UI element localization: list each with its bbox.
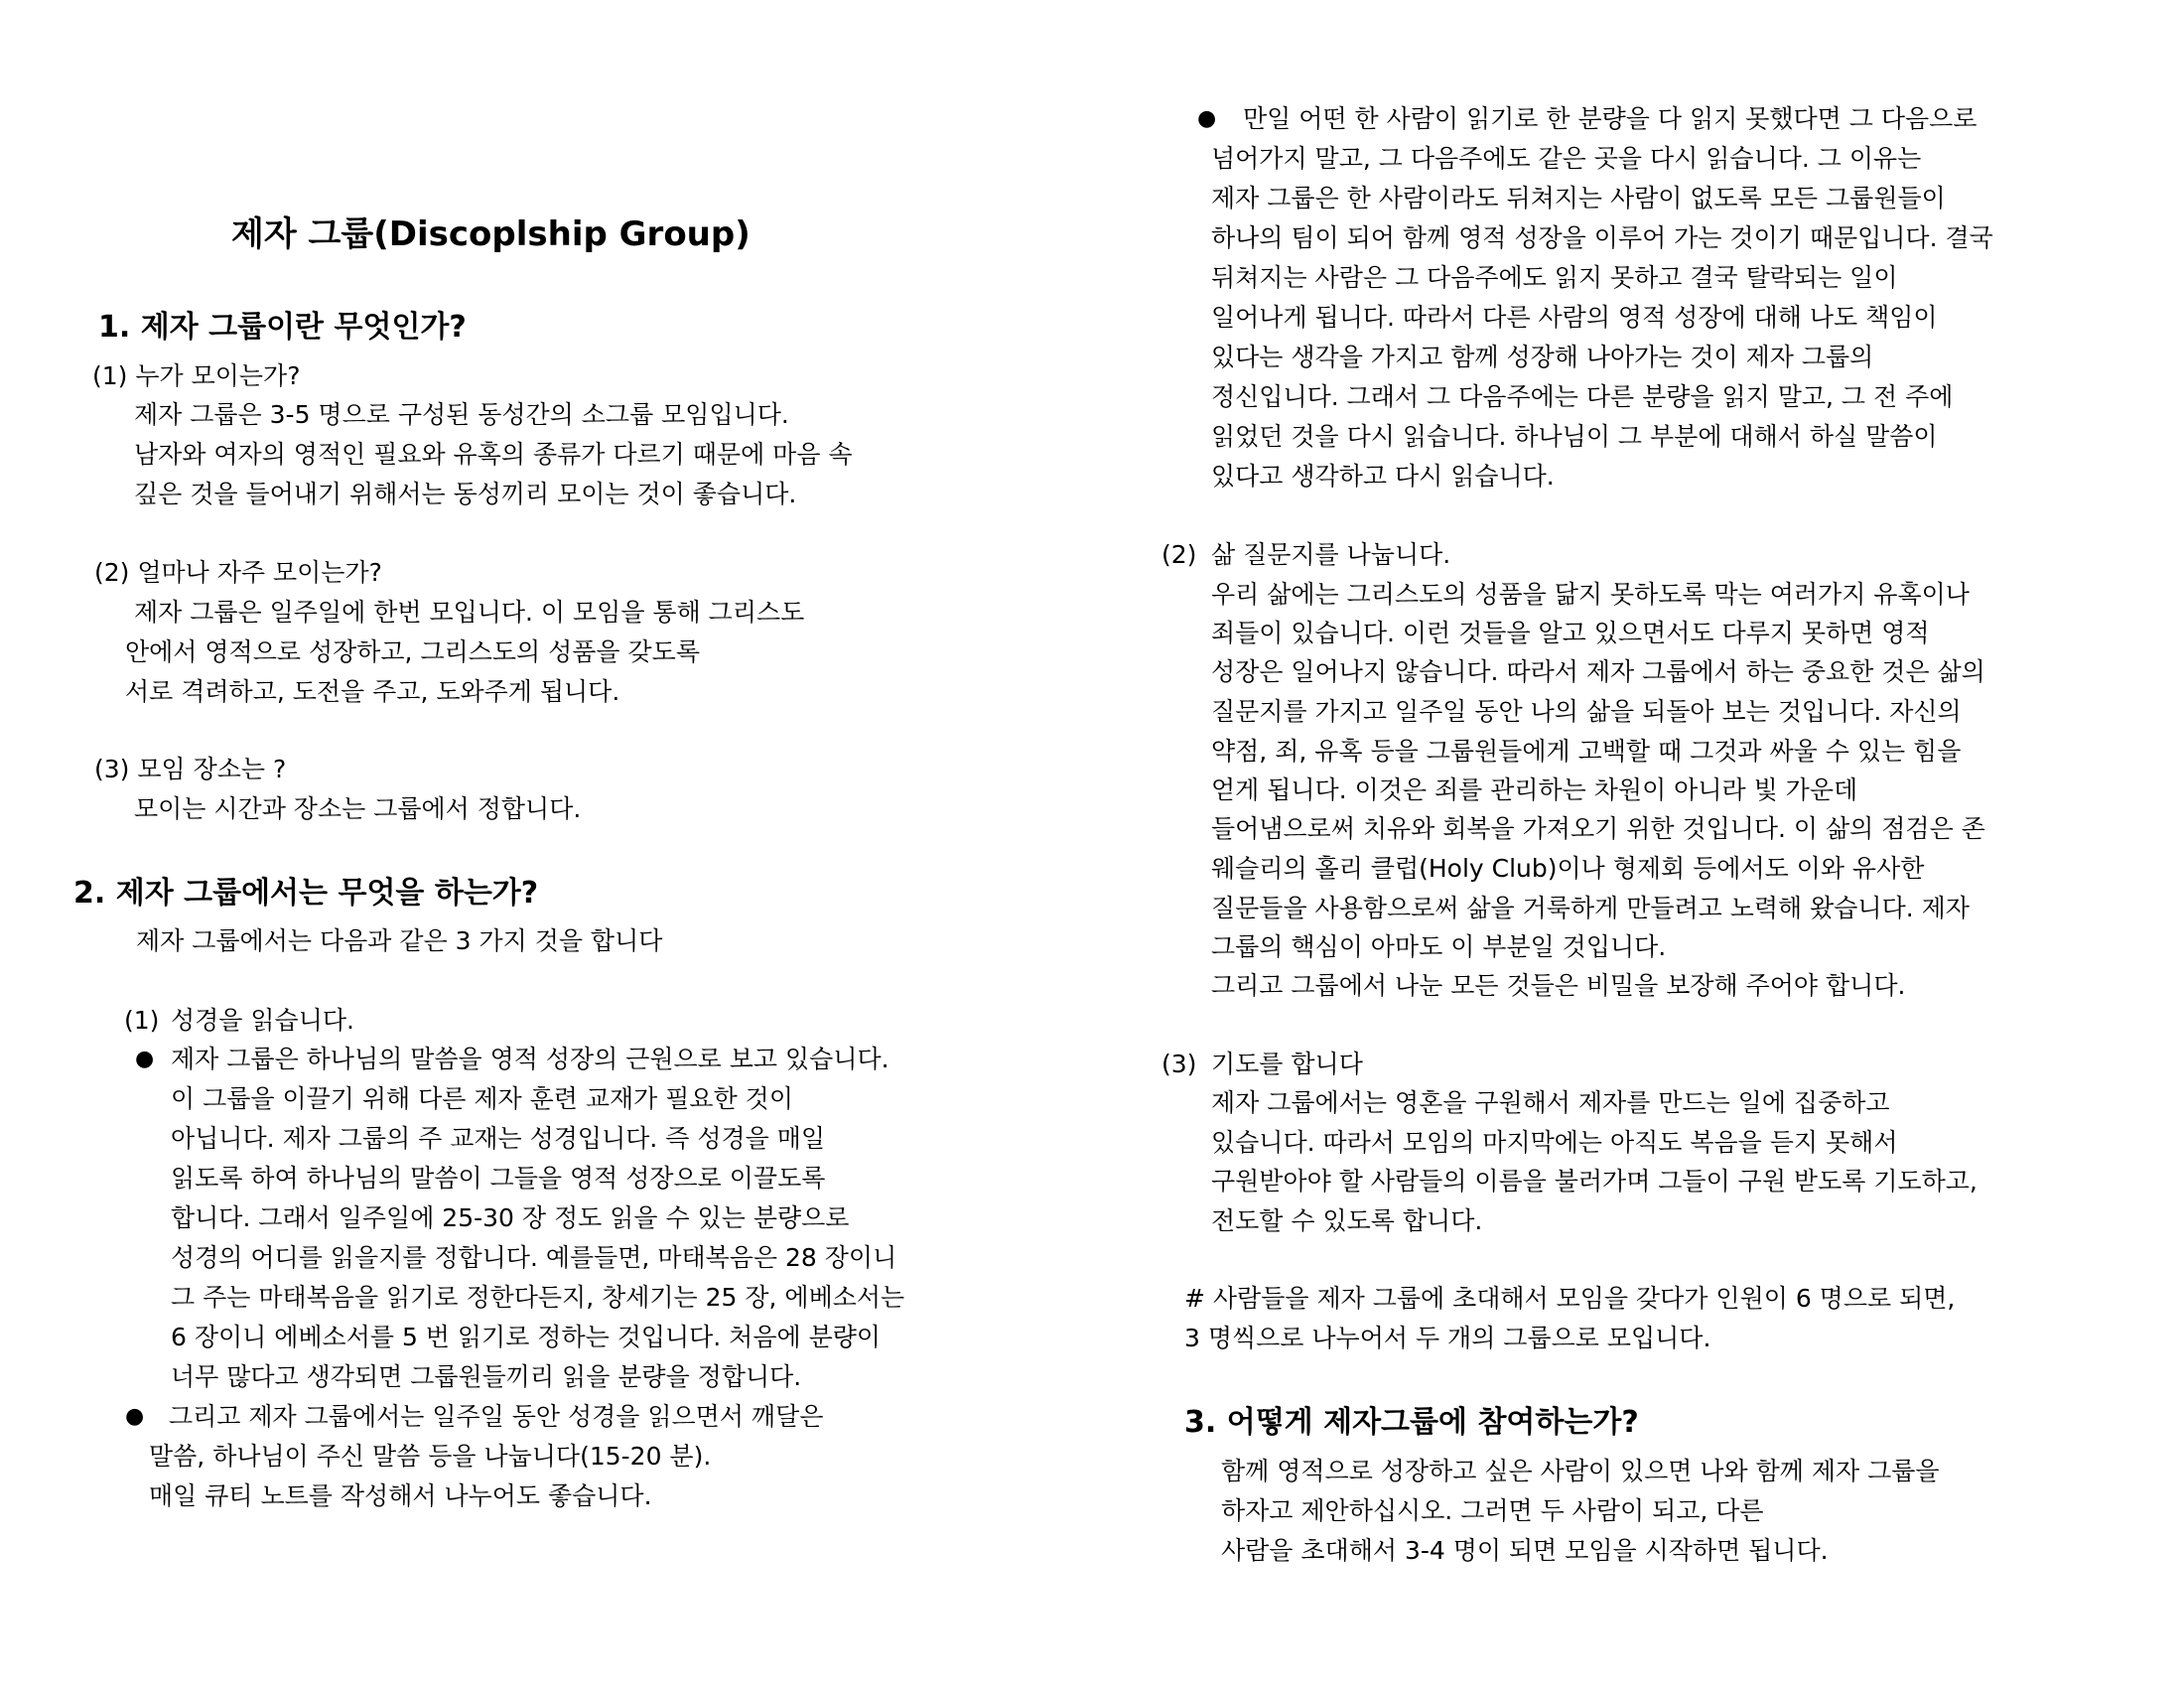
bullet-3-line: 제자 그룹은 한 사람이라도 뒤쳐지는 사람이 없도록 모든 그룹원들이 (1211, 184, 1946, 212)
question-1-label: (1) 누가 모이는가? (92, 361, 301, 390)
note-line: 3 명씩으로 나누어서 두 개의 그룹으로 모입니다. (1184, 1324, 1711, 1352)
item-2-line: 약점, 죄, 유혹 등을 그룹원들에게 고백할 때 그것과 싸울 수 있는 힘을 (1211, 737, 1962, 766)
section-2-intro: 제자 그룹에서는 다음과 같은 3 가지 것을 합니다 (136, 926, 663, 955)
item-2-line: 그룹의 핵심이 아마도 이 부분일 것입니다. (1211, 932, 1667, 961)
question-2-line: 서로 격려하고, 도전을 주고, 도와주게 됩니다. (125, 677, 620, 706)
section-1-heading: 1. 제자 그룹이란 무엇인가? (98, 310, 467, 345)
note-line: # 사람들을 제자 그룹에 초대해서 모임을 갖다가 인원이 6 명으로 되면, (1184, 1284, 1956, 1313)
bullet-3-line: 뒤쳐지는 사람은 그 다음주에도 읽지 못하고 결국 탈락되는 일이 (1211, 263, 1898, 292)
item-3-line: 제자 그룹에서는 영혼을 구원해서 제자를 만드는 일에 집중하고 (1211, 1088, 1890, 1117)
question-1-line: 남자와 여자의 영적인 필요와 유혹의 종류가 다르기 때문에 마음 속 (134, 440, 853, 469)
item-2-line: 질문들을 사용함으로써 삶을 거룩하게 만들려고 노력해 왔습니다. 제자 (1211, 894, 1970, 922)
item-1-number: (1) (124, 1006, 160, 1035)
item-2-line: 질문지를 가지고 일주일 동안 나의 삶을 되돌아 보는 것입니다. 자신의 (1211, 697, 1962, 726)
bullet-1-line: 너무 많다고 생각되면 그룹원들끼리 읽을 분량을 정합니다. (171, 1362, 802, 1391)
bullet-1-line: 제자 그룹은 하나님의 말씀을 영적 성장의 근원으로 보고 있습니다. (171, 1045, 889, 1073)
item-3-label: 기도를 합니다 (1211, 1050, 1363, 1078)
item-2-line: 웨슬리의 홀리 클럽(Holy Club)이나 형제회 등에서도 이와 유사한 (1211, 854, 1925, 883)
bullet-1-line: 이 그룹을 이끌기 위해 다른 제자 훈련 교재가 필요한 것이 (171, 1084, 793, 1113)
question-3-label: (3) 모임 장소는 ? (94, 755, 287, 783)
bullet-1-line: 6 장이니 에베소서를 5 번 읽기로 정하는 것입니다. 처음에 분량이 (171, 1323, 882, 1351)
bullet-1-line: 성경의 어디를 읽을지를 정합니다. 예를들면, 마태복음은 28 장이니 (171, 1243, 897, 1272)
item-2-line: 성장은 일어나지 않습니다. 따라서 제자 그룹에서 하는 중요한 것은 삶의 (1211, 657, 1985, 686)
bullet-1-line: 아닙니다. 제자 그룹의 주 교재는 성경입니다. 즉 성경을 매일 (171, 1124, 826, 1153)
bullet-3-line: 있다고 생각하고 다시 읽습니다. (1211, 462, 1555, 491)
bullet-2-line: 말씀, 하나님이 주신 말씀 등을 나눕니다(15-20 분). (149, 1442, 712, 1471)
bullet-1-line: 읽도록 하여 하나님의 말씀이 그들을 영적 성장으로 이끌도록 (171, 1164, 826, 1193)
bullet-icon: ● (125, 1404, 145, 1429)
bullet-2-line: 매일 큐티 노트를 작성해서 나누어도 좋습니다. (149, 1481, 652, 1510)
bullet-3-line: 있다는 생각을 가지고 함께 성장해 나아가는 것이 제자 그룹의 (1211, 343, 1874, 371)
bullet-3-line: 넘어가지 말고, 그 다음주에도 같은 곳을 다시 읽습니다. 그 이유는 (1211, 144, 1922, 173)
section-3-line: 사람을 초대해서 3-4 명이 되면 모임을 시작하면 됩니다. (1221, 1536, 1829, 1565)
item-2-line: 들어냄으로써 치유와 회복을 가져오기 위한 것입니다. 이 삶의 점검은 존 (1211, 814, 1985, 843)
item-2-line: 죄들이 있습니다. 이런 것들을 알고 있으면서도 다루지 못하면 영적 (1211, 619, 1930, 647)
question-1-line: 제자 그룹은 3-5 명으로 구성된 동성간의 소그룹 모임입니다. (134, 400, 789, 429)
item-3-number: (3) (1161, 1050, 1197, 1078)
item-3-line: 구원받아야 할 사람들의 이름을 불러가며 그들이 구원 받도록 기도하고, (1211, 1167, 1978, 1196)
item-1-label: 성경을 읽습니다. (171, 1006, 354, 1035)
item-2-label: 삶 질문지를 나눕니다. (1211, 540, 1451, 569)
question-2-line: 안에서 영적으로 성장하고, 그리스도의 성품을 갖도록 (125, 637, 700, 666)
bullet-3-line: 읽었던 것을 다시 읽습니다. 하나님이 그 부분에 대해서 하실 말씀이 (1211, 422, 1938, 451)
question-2-line: 제자 그룹은 일주일에 한번 모입니다. 이 모임을 통해 그리스도 (134, 598, 805, 627)
section-2-heading: 2. 제자 그룹에서는 무엇을 하는가? (73, 876, 539, 911)
section-3-line: 함께 영적으로 성장하고 싶은 사람이 있으면 나와 함께 제자 그룹을 (1221, 1457, 1940, 1485)
item-3-line: 있습니다. 따라서 모임의 마지막에는 아직도 복음을 듣지 못해서 (1211, 1128, 1898, 1157)
item-2-number: (2) (1161, 540, 1197, 569)
question-3-line: 모이는 시간과 장소는 그룹에서 정합니다. (134, 794, 582, 823)
bullet-2-line: 그리고 제자 그룹에서는 일주일 동안 성경을 읽으면서 깨달은 (169, 1402, 824, 1431)
bullet-icon: ● (135, 1047, 155, 1071)
bullet-icon: ● (1197, 106, 1217, 131)
bullet-1-line: 그 주는 마태복음을 읽기로 정한다든지, 창세기는 25 장, 에베소서는 (171, 1283, 905, 1312)
item-3-line: 전도할 수 있도록 합니다. (1211, 1206, 1483, 1235)
bullet-1-line: 합니다. 그래서 일주일에 25-30 장 정도 읽을 수 있는 분량으로 (171, 1203, 850, 1232)
bullet-3-line: 일어나게 됩니다. 따라서 다른 사람의 영적 성장에 대해 나도 책임이 (1211, 303, 1938, 332)
bullet-3-line: 만일 어떤 한 사람이 읽기로 한 분량을 다 읽지 못했다면 그 다음으로 (1243, 104, 1978, 133)
question-1-line: 깊은 것을 들어내기 위해서는 동성끼리 모이는 것이 좋습니다. (134, 480, 797, 508)
bullet-3-line: 정신입니다. 그래서 그 다음주에는 다른 분량을 읽지 말고, 그 전 주에 (1211, 382, 1954, 411)
section-3-line: 하자고 제안하십시오. 그러면 두 사람이 되고, 다른 (1221, 1496, 1764, 1525)
section-3-heading: 3. 어떻게 제자그룹에 참여하는가? (1184, 1405, 1639, 1440)
bullet-3-line: 하나의 팀이 되어 함께 영적 성장을 이루어 가는 것이기 때문입니다. 결국 (1211, 223, 1993, 252)
item-2-line: 얻게 됩니다. 이것은 죄를 관리하는 차원이 아니라 빛 가운데 (1211, 775, 1858, 804)
item-2-line: 우리 삶에는 그리스도의 성품을 닮지 못하도록 막는 여러가지 유혹이나 (1211, 580, 1970, 609)
question-2-label: (2) 얼마나 자주 모이는가? (94, 558, 382, 587)
document-title: 제자 그룹(Discoplship Group) (231, 214, 751, 254)
item-2-line: 그리고 그룹에서 나눈 모든 것들은 비밀을 보장해 주어야 합니다. (1211, 971, 1906, 1000)
